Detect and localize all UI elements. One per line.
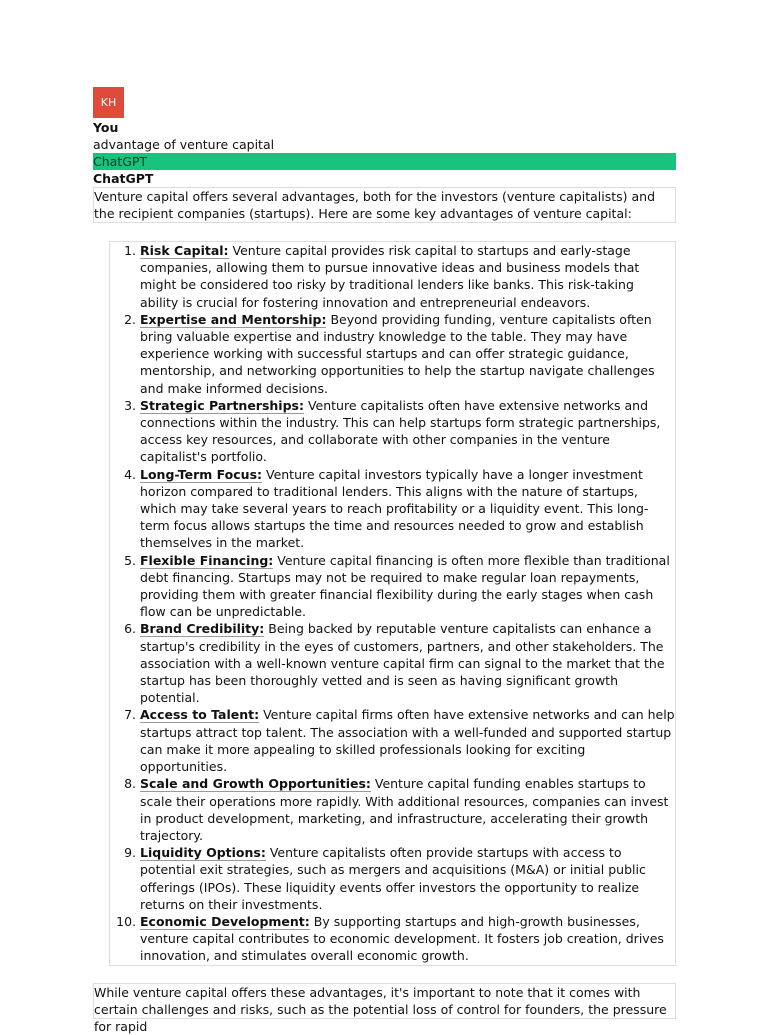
list-item — [140, 706, 675, 775]
advantage-term: Brand Credibility: — [140, 621, 265, 637]
list-item — [140, 466, 675, 552]
chat-transcript — [93, 87, 676, 1034]
advantage-text: Venture capitalists often have extensive networks and connections within the industry. This can help startups form strategic partnerships, access key resources, and collaborate with other companies in the venture capitalist's portfolio. — [140, 397, 661, 465]
list-item — [140, 311, 675, 397]
advantage-term: Economic Development: — [140, 913, 310, 929]
advantage-term: Long-Term Focus: — [140, 466, 263, 482]
advantage-term: Access to Talent: — [140, 707, 260, 723]
advantage-term: Flexible Financing: — [140, 552, 274, 568]
user-avatar: KH — [93, 87, 124, 118]
advantages-list — [110, 242, 675, 965]
advantage-text: Venture capital firms often have extensive networks and can help startups attract top talent. The association with a well-funded and supported startup can make it more appealing to skilled professionals looking for exciting opportunities. — [140, 707, 675, 775]
advantage-text: Venture capital financing is often more flexible than traditional debt financing. Startups may not be required to make regular loan repayments, providing them with greater financial flexibility during the early stages when cash flow can be unpredictable. — [140, 552, 670, 620]
list-item — [140, 775, 675, 844]
advantage-term: Expertise and Mentorship: — [140, 311, 327, 327]
list-item — [140, 242, 675, 311]
user-name-label: You — [93, 120, 119, 135]
assistant-name-label: ChatGPT — [93, 171, 154, 186]
list-item — [140, 913, 675, 965]
assistant-intro-paragraph: Venture capital offers several advantages, both for the investors (venture capitalists) and the recipient companies (startups). Here are some key advantages of venture capital: — [93, 187, 676, 223]
advantage-term: Liquidity Options: — [140, 845, 266, 861]
assistant-closing-paragraph: While venture capital offers these advantages, it's important to note that it comes with certain challenges and risks, such as the potential loss of control for founders, the pressure for rapid — [93, 983, 676, 1019]
advantage-text: Venture capital funding enables startups to scale their operations more rapidly. With additional resources, companies can invest in product development, marketing, and infrastructure, accelerating their growth trajectory. — [140, 776, 669, 843]
list-item — [140, 397, 675, 466]
advantage-text: Venture capitalists often provide startups with access to potential exit strategies, such as mergers and acquisitions (M&A) or initial public offerings (IPOs). These liquidity events offer investors the opportunity to realize returns on their investments. — [140, 845, 646, 912]
advantage-term: Strategic Partnerships: — [140, 397, 304, 413]
advantage-text: Venture capital provides risk capital to startups and early-stage companies, allowing them to pursue innovative ideas and business models that might be considered too risky by traditional lenders like banks. This risk-taking ability is crucial for fostering innovation and entrepreneurial endeavors. — [140, 243, 640, 310]
list-item — [140, 620, 675, 706]
advantage-term: Risk Capital: — [140, 243, 229, 258]
list-item — [140, 552, 675, 621]
advantage-text: Venture capital investors typically have a longer investment horizon compared to traditional lenders. This aligns with the nature of startups, which may take several years to reach profitability or a liquidity event. This long-term focus allows startups the time and resources needed to grow and establish themselves in the market. — [140, 466, 649, 551]
advantage-term: Scale and Growth Opportunities: — [140, 776, 371, 792]
user-message: advantage of venture capital — [93, 137, 275, 152]
assistant-header-bar: ChatGPT — [93, 153, 676, 170]
advantage-text: Being backed by reputable venture capitalists can enhance a startup's credibility in the eyes of customers, partners, and other stakeholders. The association with a well-known venture capital firm can signal to the market that the startup has been thoroughly vetted and is seen as having significant growth potential. — [140, 621, 665, 706]
advantages-list-container — [109, 241, 676, 966]
advantage-text: By supporting startups and high-growth businesses, venture capital contributes to economic development. It fosters job creation, drives innovation, and stimulates overall economic growth. — [140, 913, 664, 964]
advantage-text: Beyond providing funding, venture capitalists often bring valuable expertise and industry knowledge to the table. They may have experience working with successful startups and can offer strategic guidance, mentorship, and networking opportunities to help the startup navigate challenges and make informed decisions. — [140, 311, 655, 396]
list-item — [140, 844, 675, 913]
